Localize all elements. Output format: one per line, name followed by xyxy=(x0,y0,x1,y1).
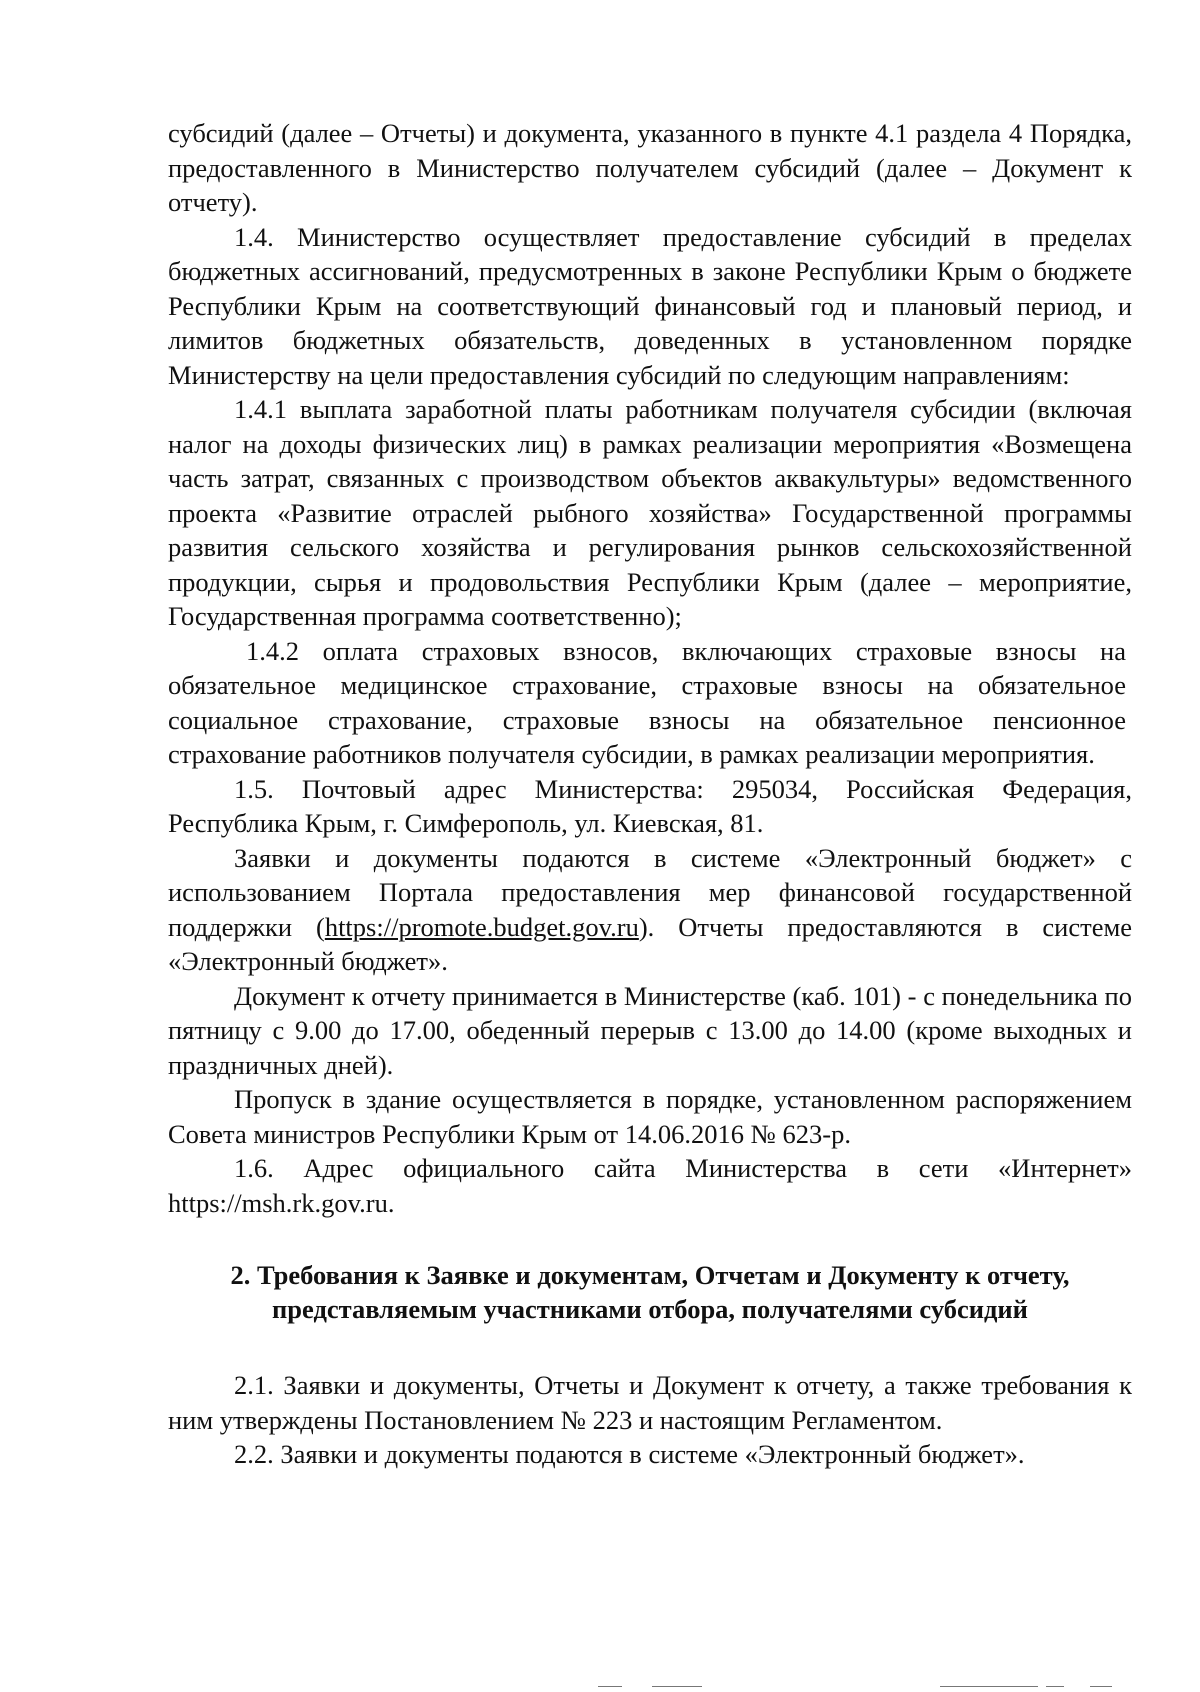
paragraph-1-4-2: 1.4.2 оплата страховых взносов, включающих страховые взносы на обязательное медицинское страхование, страховые взносы на обязательное социальное страхование, страховые взносы на обязательное пенсионное страхование работников получателя субсидии, в рамках реализации мероприятия. xyxy=(168,635,1126,769)
paragraph-1-6: 1.6. Адрес официального сайта Министерства в сети «Интернет» https://msh.rk.gov.ru. xyxy=(168,1153,1132,1218)
paragraph-reports-definition: субсидий (далее – Отчеты) и документа, указанного в пункте 4.1 раздела 4 Порядка, предоставленного в Министерство получателем субсидий (далее – Документ к отчету). xyxy=(168,118,1132,217)
paragraph-electronic-budget xyxy=(168,841,1132,979)
scan-artifact-line-2 xyxy=(652,1686,702,1687)
paragraph-2-1: 2.1. Заявки и документы, Отчеты и Документ к отчету, а также требования к ним утверждены Постановлением № 223 и настоящим Регламентом. xyxy=(168,1370,1132,1435)
promote-budget-link[interactable]: https://promote.budget.gov.ru xyxy=(324,911,639,942)
scan-artifact-line-5 xyxy=(1090,1686,1112,1687)
paragraph-1-4: 1.4. Министерство осуществляет предоставление субсидий в пределах бюджетных ассигнований, предусмотренных в законе Республики Крым о бюджете Республики Крым на соответствующий финансовый год и плановый период, и лимитов бюджетных обязательств, доведенных в установленном порядке Министерству на цели предоставления субсидий по следующим направлениям: xyxy=(168,221,1132,390)
paragraph-electronic-budget-before: Заявки и документы подаются в системе «Электронный бюджет» с использованием Портала предоставления мер финансовой государственной поддержки ( xyxy=(168,842,1132,942)
section-2-heading xyxy=(168,1258,1132,1326)
paragraph-building-access: Пропуск в здание осуществляется в порядке, установленном распоряжением Совета министров Республики Крым от 14.06.2016 № 623-р. xyxy=(168,1084,1132,1149)
paragraph-2-2: 2.2. Заявки и документы подаются в системе «Электронный бюджет». xyxy=(234,1439,1025,1469)
paragraph-1-4-2-block xyxy=(168,634,1126,772)
scan-artifact-line-3 xyxy=(940,1686,1038,1687)
paragraph-report-document-hours: Документ к отчету принимается в Министерстве (каб. 101) - с понедельника по пятницу с 9.00 до 17.00, обеденный перерыв с 13.00 до 14.00 (кроме выходных и праздничных дней). xyxy=(168,980,1132,1080)
document-body xyxy=(168,116,1132,1472)
paragraph-1-4-1: 1.4.1 выплата заработной платы работникам получателя субсидии (включая налог на доходы физических лиц) в рамках реализации мероприятия «Возмещена часть затрат, связанных с производством объектов аквакультуры» ведомственного проекта «Развитие отраслей рыбного хозяйства» Государственной программы развития сельского хозяйства и регулирования рынков сельскохозяйственной продукции, сырья и продовольствия Республики Крым (далее – мероприятие, Государственная программа соответственно); xyxy=(168,394,1132,631)
paragraph-1-5: 1.5. Почтовый адрес Министерства: 295034, Российская Федерация, Республика Крым, г. Симферополь, ул. Киевская, 81. xyxy=(168,773,1132,838)
scan-artifact-line-1 xyxy=(598,1686,622,1687)
scan-artifact-line-4 xyxy=(1046,1686,1064,1687)
section-2-heading-line-1: 2. Требования к Заявке и документам, Отчетам и Документу к отчету, xyxy=(230,1260,1070,1290)
section-2-heading-line-2: представляемым участниками отбора, получателями субсидий xyxy=(272,1294,1028,1324)
paragraph-electronic-budget-after: ). Отчеты предоставляются в системе «Электронный бюджет». xyxy=(168,911,1133,976)
